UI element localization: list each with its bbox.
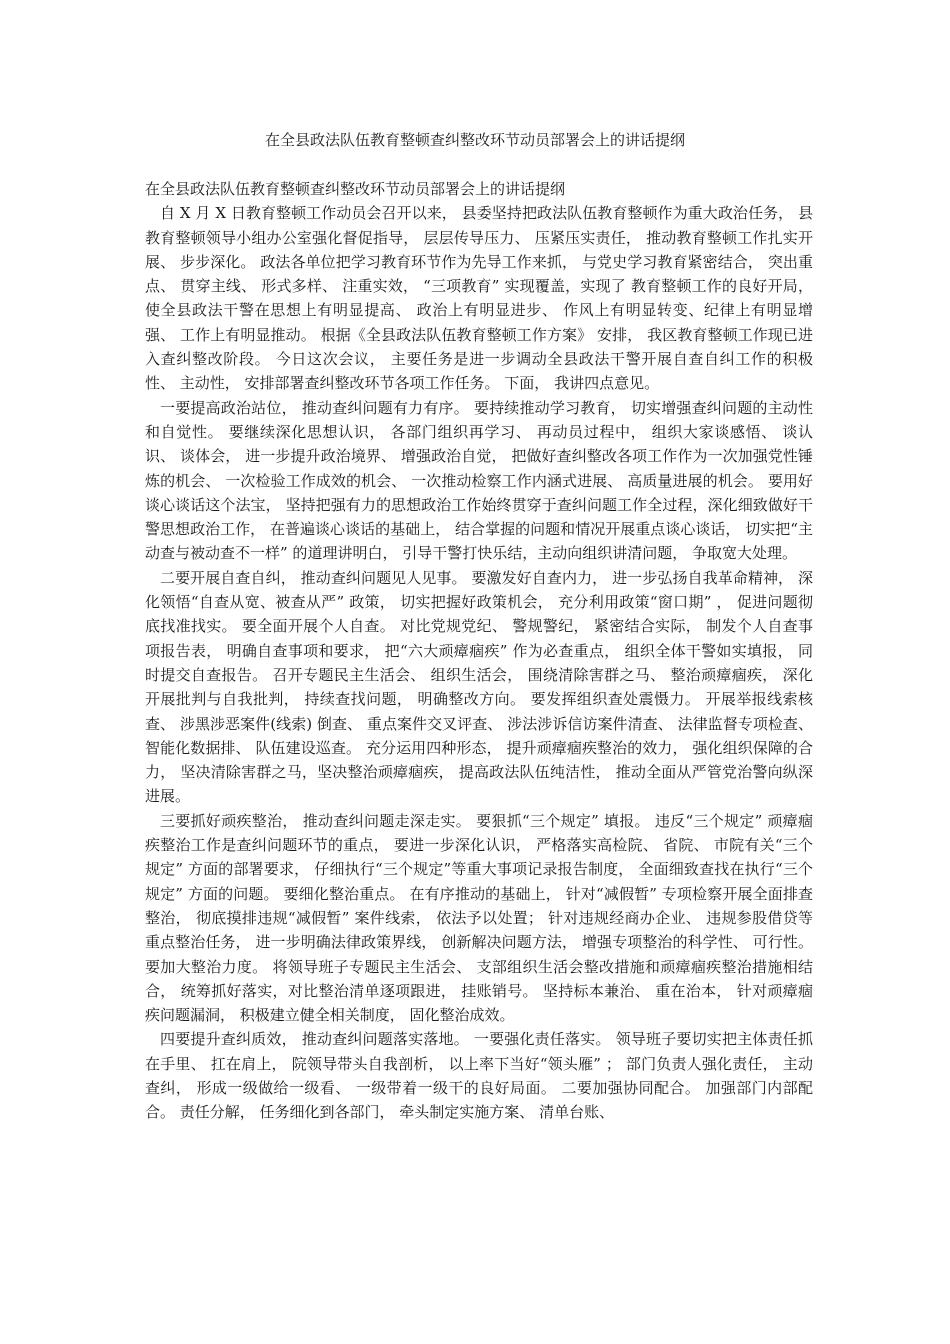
- document-title: 在全县政法队伍教育整顿查纠整改环节动员部署会上的讲话提纲: [264, 131, 685, 149]
- paragraph-point-four: 四要提升查纠质效， 推动查纠问题落实落地。 一要强化责任落实。 领导班子要切实把主体责任抓在手里、 扛在肩上， 院领导带头自我剖析， 以上率下当好“领头雁” ； 部门负责人强化责任， 主动查纠， 形成一级做给一级看、 一级带着一级干的良好局面。 二要加强协同配合。 加强部门内部配合。 责任分解， 任务细化到各部门， 牵头制定实施方案、 清单台账、: [145, 1030, 813, 1122]
- document-subtitle: 在全县政法队伍教育整顿查纠整改环节动员部署会上的讲话提纲: [145, 180, 566, 198]
- paragraph-intro: 自 X 月 X 日教育整顿工作动员会召开以来， 县委坚持把政法队伍教育整顿作为重大政治任务， 县教育整顿领导小组办公室强化督促指导， 层层传导压力、 压紧压实责任， 推动教育整顿工作扎实开展、 步步深化。 政法各单位把学习教育环节作为先导工作来抓， 与党史学习教育紧密结合， 突出重点、 贯穿主线、 形式多样、 注重实效， “三项教育” 实现覆盖，实现了 教育整顿工作的良好开局， 使全县政法干警在思想上有明显提高、 政治上有明显进步、 作风上有明显转变、纪律上有明显增强、 工作上有明显推动。 根据《全县政法队伍教育整顿工作方案》 安排， 我区教育整顿工作现已进入查纠整改阶段。 今日这次会议， 主要任务是进一步调动全县政法干警开展自查自纠工作的积极性、 主动性， 安排部署查纠整改环节各项工作任务。 下面， 我讲四点意见。: [145, 204, 813, 393]
- document-body: [145, 177, 813, 1125]
- paragraph-point-two: 二要开展自查自纠， 推动查纠问题见人见事。 要激发好自查内力， 进一步弘扬自我革命精神， 深化领悟“自查从宽、被查从严” 政策， 切实把握好政策机会， 充分利用政策“窗口期” ， 促进问题彻底找准找实。 要全面开展个人自查。 对比党规党纪、 警规警纪， 紧密结合实际， 制发个人自查事项报告表， 明确自查事项和要求， 把“六大顽瘴痼疾” 作为必查重点， 组织全体干警如实填报， 同时提交自查报告。 召开专题民主生活会、 组织生活会， 围绕清除害群之马、 整治顽瘴痼疾， 深化开展批判与自我批判， 持续查找问题， 明确整改方向。 要发挥组织查处震慑力。 开展举报线索核查、 涉黑涉恶案件(线索) 倒查、 重点案件交叉评查、 涉法涉诉信访案件清查、 法律监督专项检查、 智能化数据排、 队伍建设巡查。 充分运用四种形态， 提升顽瘴痼疾整治的效力， 强化组织保障的合力， 坚决清除害群之马，坚决整治顽瘴痼疾， 提高政法队伍纯洁性， 推动全面从严管党治警向纵深进展。: [145, 568, 813, 806]
- paragraph-point-one: 一要提高政治站位， 推动查纠问题有力有序。 要持续推动学习教育， 切实增强查纠问题的主动性和自觉性。 要继续深化思想认识， 各部门组织再学习、 再动员过程中， 组织大家谈感悟、 谈认识、 谈体会， 进一步提升政治境界、 增强政治自觉， 把做好查纠整改各项工作作为一次加强党性锤炼的机会、 一次检验工作成效的机会、 一次推动检察工作内涵式进展、 高质量进展的机会。 要用好谈心谈话这个法宝， 坚持把强有力的思想政治工作始终贯穿于查纠问题工作全过程，深化细致做好干警思想政治工作， 在普遍谈心谈话的基础上， 结合掌握的问题和情况开展重点谈心谈话， 切实把“主动查与被动查不一样” 的道理讲明白， 引导干警打快乐结，主动向组织讲清问题， 争取宽大处理。: [145, 398, 813, 563]
- paragraph-point-three: 三要抓好顽疾整治， 推动查纠问题走深走实。 要狠抓“三个规定” 填报。 违反“三个规定” 顽瘴痼疾整治工作是查纠问题环节的重点， 要进一步深化认识， 严格落实高检院、 省院、 市院有关“三个规定” 方面的部署要求， 仔细执行“三个规定”等重大事项记录报告制度， 全面细致查找在执行“三个规定” 方面的问题。 要细化整治重点。 在有序推动的基础上， 针对“减假暂” 专项检察开展全面排查整治， 彻底摸排违规“减假暂” 案件线索， 依法予以处置； 针对违规经商办企业、 违规参股借贷等重点整治任务， 进一步明确法律政策界线， 创新解决问题方法， 增强专项整治的科学性、 可行性。要加大整治力度。 将领导班子专题民主生活会、 支部组织生活会整改措施和顽瘴痼疾整治措施相结合， 统筹抓好落实，对比整治清单逐项跟进， 挂账销号。 坚持标本兼治、 重在治本， 针对顽瘴痼疾问题漏洞， 积极建立健全相关制度， 固化整治成效。: [145, 811, 813, 1025]
